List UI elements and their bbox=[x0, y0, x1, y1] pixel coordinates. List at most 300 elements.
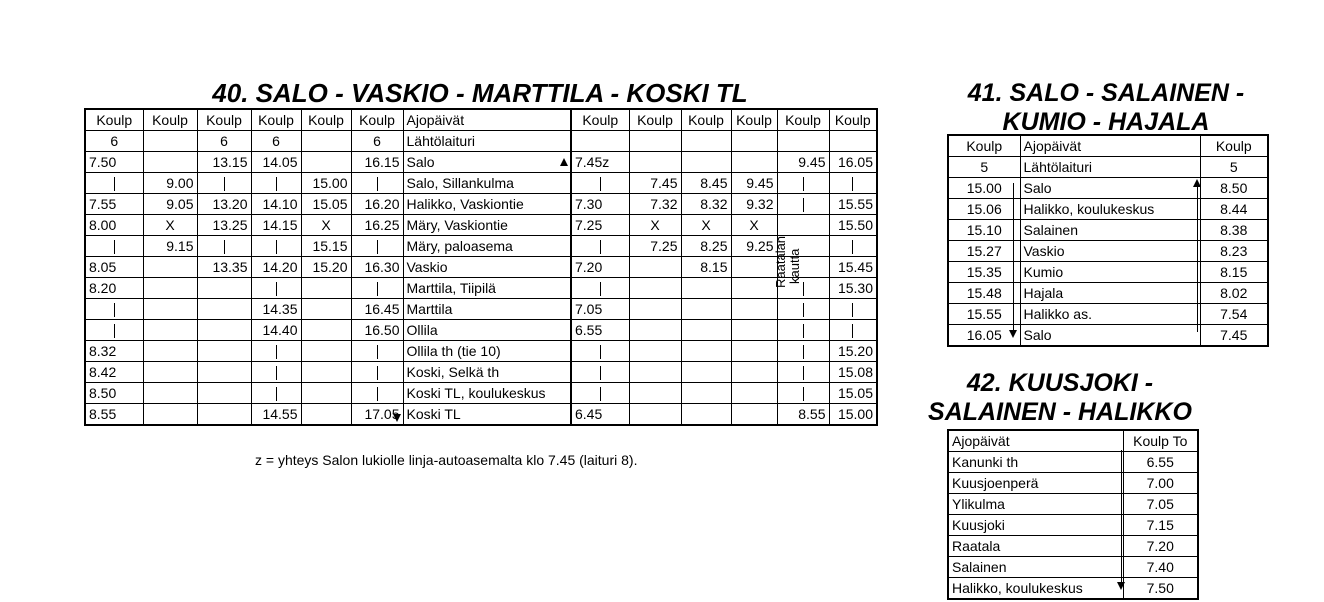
time-cell: 6 bbox=[197, 131, 251, 152]
time-cell bbox=[351, 362, 403, 383]
time-cell bbox=[197, 383, 251, 404]
time-cell bbox=[251, 362, 301, 383]
table-row bbox=[948, 199, 1268, 220]
time-cell: 7.40 bbox=[1123, 557, 1198, 578]
down-arrow-icon bbox=[1009, 330, 1017, 338]
time-cell bbox=[143, 404, 197, 426]
time-cell bbox=[351, 341, 403, 362]
continues-bar bbox=[852, 324, 853, 338]
time-cell: 15.55 bbox=[829, 194, 877, 215]
time-cell: 8.20 bbox=[89, 280, 117, 296]
table-row bbox=[948, 557, 1198, 578]
time-cell: 8.32 bbox=[89, 343, 117, 359]
stop-name: Kanunki th bbox=[952, 454, 1019, 470]
time-cell: 8.02 bbox=[1200, 283, 1268, 304]
time-cell: 15.55 bbox=[966, 306, 1002, 322]
continues-bar bbox=[276, 345, 277, 359]
time-cell bbox=[731, 131, 777, 152]
time-cell bbox=[777, 341, 829, 362]
time-cell: 9.32 bbox=[731, 194, 777, 215]
continues-bar bbox=[276, 282, 277, 296]
column-header: Koulp bbox=[1200, 135, 1268, 157]
continues-bar bbox=[600, 240, 601, 254]
time-cell: 14.20 bbox=[251, 257, 301, 278]
stop-name: Halikko, koulukeskus bbox=[1020, 199, 1200, 220]
column-header: Koulp bbox=[571, 109, 629, 131]
time-cell bbox=[351, 173, 403, 194]
vertical-note-kautta: kautta bbox=[787, 248, 802, 284]
time-cell bbox=[629, 341, 681, 362]
table-row bbox=[948, 262, 1268, 283]
continues-bar bbox=[114, 240, 115, 254]
time-cell bbox=[731, 152, 777, 173]
table-row bbox=[85, 299, 877, 320]
table-row bbox=[948, 473, 1198, 494]
table-row bbox=[85, 404, 877, 426]
time-cell bbox=[571, 341, 629, 362]
time-cell bbox=[571, 131, 629, 152]
time-cell: 9.15 bbox=[143, 236, 197, 257]
time-cell: 9.05 bbox=[143, 194, 197, 215]
continues-bar bbox=[803, 303, 804, 317]
stop-name: Salainen bbox=[952, 559, 1007, 575]
time-cell: 8.15 bbox=[681, 257, 731, 278]
stop-name: Marttila bbox=[403, 299, 571, 320]
time-cell: 8.15 bbox=[1200, 262, 1268, 283]
time-cell bbox=[197, 362, 251, 383]
time-cell: 16.50 bbox=[351, 320, 403, 341]
time-cell bbox=[85, 320, 143, 341]
time-cell: 15.45 bbox=[829, 257, 877, 278]
column-header: Koulp bbox=[629, 109, 681, 131]
column-header: Koulp bbox=[777, 109, 829, 131]
time-cell: 15.05 bbox=[829, 383, 877, 404]
continues-bar bbox=[803, 198, 804, 212]
time-cell bbox=[143, 257, 197, 278]
table-row bbox=[85, 278, 877, 299]
time-cell: 5 bbox=[980, 159, 989, 175]
stop-name: Salo bbox=[1020, 178, 1200, 199]
time-cell: 16.25 bbox=[351, 215, 403, 236]
footnote: z = yhteys Salon lukiolle linja-autoasemalta klo 7.45 (laituri 8). bbox=[255, 452, 638, 468]
stop-name: Halikko, koulukeskus bbox=[952, 580, 1083, 596]
time-cell bbox=[301, 362, 351, 383]
stop-name: Halikko as. bbox=[1020, 304, 1200, 325]
time-cell bbox=[197, 299, 251, 320]
column-header: Koulp bbox=[251, 109, 301, 131]
continues-bar bbox=[377, 282, 378, 296]
column-header: Koulp bbox=[681, 109, 731, 131]
time-cell: 7.54 bbox=[1200, 304, 1268, 325]
continues-bar bbox=[803, 177, 804, 191]
stop-name: Salainen bbox=[1020, 220, 1200, 241]
time-cell bbox=[681, 131, 731, 152]
time-cell bbox=[681, 320, 731, 341]
time-cell bbox=[143, 341, 197, 362]
time-cell bbox=[681, 299, 731, 320]
time-cell bbox=[731, 299, 777, 320]
time-cell bbox=[301, 341, 351, 362]
continues-bar bbox=[377, 177, 378, 191]
table-row bbox=[85, 152, 877, 173]
continues-bar bbox=[852, 177, 853, 191]
stop-name: Koski TL, koulukeskus bbox=[403, 383, 571, 404]
continues-bar bbox=[600, 177, 601, 191]
time-cell bbox=[629, 320, 681, 341]
time-cell bbox=[301, 299, 351, 320]
time-cell bbox=[143, 362, 197, 383]
stop-name: Salo bbox=[403, 152, 571, 173]
column-header: Koulp bbox=[731, 109, 777, 131]
route-41-title bbox=[930, 79, 1282, 137]
table-row bbox=[948, 283, 1268, 304]
time-cell bbox=[351, 383, 403, 404]
stop-name: Marttila, Tiipilä bbox=[403, 278, 571, 299]
time-cell bbox=[571, 173, 629, 194]
stop-name: Koski, Selkä th bbox=[403, 362, 571, 383]
table-row bbox=[85, 257, 877, 278]
time-cell: 7.25 bbox=[571, 215, 629, 236]
down-arrow-icon bbox=[393, 414, 401, 422]
time-cell: 8.50 bbox=[1200, 178, 1268, 199]
table-row bbox=[85, 362, 877, 383]
time-cell: 15.15 bbox=[301, 236, 351, 257]
stop-name: Ollila th (tie 10) bbox=[403, 341, 571, 362]
route-42-title-line1: 42. KUUSJOKI - bbox=[966, 369, 1154, 397]
column-header: Koulp bbox=[143, 109, 197, 131]
time-cell: 7.00 bbox=[1123, 473, 1198, 494]
time-cell: 15.08 bbox=[829, 362, 877, 383]
time-cell: 16.30 bbox=[351, 257, 403, 278]
time-cell: 15.20 bbox=[829, 341, 877, 362]
continues-bar bbox=[600, 387, 601, 401]
direction-line bbox=[1197, 186, 1198, 332]
stop-name: Hajala bbox=[1020, 283, 1200, 304]
stop-name: Märy, paloasema bbox=[403, 236, 571, 257]
column-header: Koulp bbox=[351, 109, 403, 131]
direction-line bbox=[1013, 183, 1014, 331]
table-row bbox=[85, 341, 877, 362]
time-cell bbox=[777, 194, 829, 215]
time-cell: 14.05 bbox=[251, 152, 301, 173]
continues-bar bbox=[114, 303, 115, 317]
time-cell: 16.20 bbox=[351, 194, 403, 215]
time-cell: 15.20 bbox=[301, 257, 351, 278]
stop-name: Kumio bbox=[1020, 262, 1200, 283]
time-cell bbox=[301, 278, 351, 299]
time-cell bbox=[777, 215, 829, 236]
table-row bbox=[948, 578, 1198, 600]
time-cell: 14.55 bbox=[251, 404, 301, 426]
column-header: Ajopäivät bbox=[952, 433, 1010, 449]
time-cell bbox=[731, 320, 777, 341]
time-cell: 14.15 bbox=[251, 215, 301, 236]
time-cell: 8.05 bbox=[89, 259, 117, 275]
time-cell: 15.00 bbox=[829, 404, 877, 426]
time-cell bbox=[731, 404, 777, 426]
time-cell bbox=[85, 299, 143, 320]
time-cell bbox=[731, 383, 777, 404]
time-cell: X bbox=[681, 215, 731, 236]
time-cell: 13.35 bbox=[197, 257, 251, 278]
table-row bbox=[948, 515, 1198, 536]
table-row bbox=[85, 383, 877, 404]
time-cell: 7.45z bbox=[571, 152, 629, 173]
column-header: Koulp To bbox=[1123, 430, 1198, 452]
stop-name: Vaskio bbox=[403, 257, 571, 278]
time-cell: 6.45 bbox=[571, 404, 629, 426]
time-cell bbox=[629, 299, 681, 320]
time-cell bbox=[197, 341, 251, 362]
time-cell: 16.05 bbox=[966, 327, 1002, 343]
time-cell bbox=[571, 362, 629, 383]
stop-name: Salo, Sillankulma bbox=[403, 173, 571, 194]
header-row bbox=[948, 430, 1198, 452]
time-cell bbox=[143, 131, 197, 152]
time-cell: 16.05 bbox=[829, 152, 877, 173]
time-cell: 7.30 bbox=[571, 194, 629, 215]
time-cell bbox=[85, 236, 143, 257]
table-row bbox=[948, 325, 1268, 347]
time-cell: 9.00 bbox=[143, 173, 197, 194]
continues-bar bbox=[276, 177, 277, 191]
column-header: Koulp bbox=[96, 112, 133, 128]
time-cell: 9.25 bbox=[731, 236, 777, 257]
time-cell: X bbox=[301, 215, 351, 236]
continues-bar bbox=[377, 387, 378, 401]
table-row bbox=[948, 157, 1268, 178]
raatalan-kautta-note bbox=[770, 235, 810, 288]
continues-bar bbox=[803, 366, 804, 380]
time-cell: 8.44 bbox=[1200, 199, 1268, 220]
time-cell: 6 bbox=[251, 131, 301, 152]
column-header: Koulp bbox=[301, 109, 351, 131]
time-cell bbox=[829, 236, 877, 257]
route-42-timetable bbox=[947, 429, 1199, 600]
time-cell bbox=[301, 131, 351, 152]
route-41-title-line2: KUMIO - HAJALA bbox=[1002, 108, 1210, 136]
time-cell bbox=[571, 278, 629, 299]
time-cell bbox=[197, 404, 251, 426]
column-header: Ajopäivät bbox=[1020, 135, 1200, 157]
time-cell: 16.45 bbox=[351, 299, 403, 320]
time-cell bbox=[777, 362, 829, 383]
time-cell bbox=[629, 257, 681, 278]
route-41-title-line1: 41. SALO - SALAINEN - bbox=[967, 79, 1245, 107]
stop-name: Vaskio bbox=[1020, 241, 1200, 262]
time-cell: 7.25 bbox=[629, 236, 681, 257]
time-cell: 13.25 bbox=[197, 215, 251, 236]
time-cell: X bbox=[629, 215, 681, 236]
continues-bar bbox=[852, 303, 853, 317]
time-cell: 6.55 bbox=[571, 320, 629, 341]
route-40-title: 40. SALO - VASKIO - MARTTILA - KOSKI TL bbox=[212, 78, 748, 108]
time-cell bbox=[85, 173, 143, 194]
stop-name: Ylikulma bbox=[952, 496, 1005, 512]
route-40-timetable bbox=[84, 108, 878, 426]
time-cell bbox=[251, 173, 301, 194]
table-row bbox=[85, 194, 877, 215]
time-cell: 8.50 bbox=[89, 385, 117, 401]
time-cell: 15.10 bbox=[966, 222, 1002, 238]
time-cell bbox=[629, 362, 681, 383]
column-header: Koulp bbox=[829, 109, 877, 131]
time-cell bbox=[681, 152, 731, 173]
time-cell bbox=[143, 299, 197, 320]
time-cell: 8.55 bbox=[777, 404, 829, 426]
column-header: Koulp bbox=[966, 138, 1003, 154]
time-cell: 15.00 bbox=[301, 173, 351, 194]
time-cell: 6 bbox=[110, 133, 119, 149]
table-row bbox=[948, 452, 1198, 473]
time-cell bbox=[143, 383, 197, 404]
time-cell: 14.10 bbox=[251, 194, 301, 215]
table-row bbox=[85, 131, 877, 152]
time-cell bbox=[197, 278, 251, 299]
route-41-timetable bbox=[947, 134, 1269, 347]
time-cell: 8.32 bbox=[681, 194, 731, 215]
time-cell: X bbox=[143, 215, 197, 236]
time-cell: 14.35 bbox=[251, 299, 301, 320]
time-cell bbox=[629, 383, 681, 404]
time-cell bbox=[143, 152, 197, 173]
time-cell: X bbox=[731, 215, 777, 236]
time-cell: 9.45 bbox=[777, 152, 829, 173]
time-cell bbox=[829, 320, 877, 341]
time-cell: 15.00 bbox=[966, 180, 1002, 196]
time-cell bbox=[629, 152, 681, 173]
time-cell: 7.45 bbox=[1200, 325, 1268, 347]
time-cell bbox=[301, 152, 351, 173]
time-cell bbox=[351, 278, 403, 299]
table-row bbox=[85, 173, 877, 194]
time-cell bbox=[251, 383, 301, 404]
up-arrow-icon bbox=[560, 158, 568, 166]
column-header: Koulp bbox=[197, 109, 251, 131]
time-cell: 9.45 bbox=[731, 173, 777, 194]
time-cell bbox=[301, 320, 351, 341]
time-cell bbox=[629, 404, 681, 426]
table-row bbox=[85, 320, 877, 341]
stop-name: Halikko, Vaskiontie bbox=[403, 194, 571, 215]
time-cell bbox=[681, 341, 731, 362]
time-cell bbox=[351, 236, 403, 257]
time-cell: 8.38 bbox=[1200, 220, 1268, 241]
time-cell bbox=[143, 278, 197, 299]
time-cell: 15.35 bbox=[966, 264, 1002, 280]
stop-name: Lähtölaituri bbox=[403, 131, 571, 152]
time-cell: 8.42 bbox=[89, 364, 117, 380]
stop-name: Raatala bbox=[952, 538, 1001, 554]
table-row bbox=[948, 304, 1268, 325]
route-42-title-line2: SALAINEN - HALIKKO bbox=[928, 398, 1192, 426]
time-cell: 5 bbox=[1200, 157, 1268, 178]
time-cell bbox=[629, 131, 681, 152]
table-row bbox=[948, 494, 1198, 515]
table-row bbox=[948, 220, 1268, 241]
time-cell bbox=[197, 320, 251, 341]
time-cell bbox=[681, 404, 731, 426]
continues-bar bbox=[803, 387, 804, 401]
time-cell bbox=[629, 278, 681, 299]
time-cell: 7.32 bbox=[629, 194, 681, 215]
time-cell bbox=[681, 278, 731, 299]
continues-bar bbox=[600, 282, 601, 296]
table-row bbox=[85, 236, 877, 257]
vertical-note-raatalan: Raatalan bbox=[773, 235, 788, 288]
time-cell bbox=[571, 236, 629, 257]
time-cell bbox=[731, 362, 777, 383]
time-cell: 7.20 bbox=[571, 257, 629, 278]
time-cell: 15.06 bbox=[966, 201, 1002, 217]
time-cell: 14.40 bbox=[251, 320, 301, 341]
continues-bar bbox=[114, 177, 115, 191]
continues-bar bbox=[377, 345, 378, 359]
time-cell: 7.55 bbox=[89, 196, 117, 212]
continues-bar bbox=[224, 177, 225, 191]
time-cell: 13.15 bbox=[197, 152, 251, 173]
continues-bar bbox=[114, 324, 115, 338]
column-header: Ajopäivät bbox=[403, 109, 571, 131]
time-cell: 6 bbox=[351, 131, 403, 152]
time-cell: 7.05 bbox=[1123, 494, 1198, 515]
time-cell bbox=[197, 173, 251, 194]
time-cell bbox=[829, 131, 877, 152]
time-cell bbox=[829, 173, 877, 194]
time-cell bbox=[731, 341, 777, 362]
continues-bar bbox=[600, 366, 601, 380]
time-cell bbox=[777, 173, 829, 194]
route-42-title bbox=[905, 369, 1215, 427]
time-cell: 15.50 bbox=[829, 215, 877, 236]
time-cell bbox=[681, 383, 731, 404]
time-cell bbox=[197, 236, 251, 257]
table-row bbox=[948, 536, 1198, 557]
time-cell bbox=[143, 320, 197, 341]
table-row bbox=[948, 178, 1268, 199]
continues-bar bbox=[224, 240, 225, 254]
time-cell bbox=[301, 383, 351, 404]
time-cell bbox=[777, 383, 829, 404]
continues-bar bbox=[377, 366, 378, 380]
time-cell: 7.50 bbox=[89, 154, 117, 170]
stop-name: Koski TL bbox=[403, 404, 571, 426]
time-cell bbox=[301, 404, 351, 426]
table-row bbox=[948, 241, 1268, 262]
stop-name: Märy, Vaskiontie bbox=[403, 215, 571, 236]
time-cell: 8.23 bbox=[1200, 241, 1268, 262]
time-cell: 7.20 bbox=[1123, 536, 1198, 557]
time-cell: 15.27 bbox=[966, 243, 1002, 259]
header-row bbox=[948, 135, 1268, 157]
time-cell: 7.15 bbox=[1123, 515, 1198, 536]
time-cell: 6.55 bbox=[1123, 452, 1198, 473]
time-cell: 7.50 bbox=[1123, 578, 1198, 600]
continues-bar bbox=[803, 324, 804, 338]
time-cell bbox=[829, 299, 877, 320]
time-cell: 8.00 bbox=[89, 217, 117, 233]
time-cell bbox=[251, 236, 301, 257]
time-cell bbox=[251, 278, 301, 299]
time-cell bbox=[251, 341, 301, 362]
time-cell: 8.25 bbox=[681, 236, 731, 257]
stop-name: Lähtölaituri bbox=[1020, 157, 1200, 178]
stop-name: Ollila bbox=[403, 320, 571, 341]
continues-bar bbox=[377, 240, 378, 254]
time-cell: 15.30 bbox=[829, 278, 877, 299]
stop-name: Kuusjoenperä bbox=[952, 475, 1039, 491]
continues-bar bbox=[600, 345, 601, 359]
